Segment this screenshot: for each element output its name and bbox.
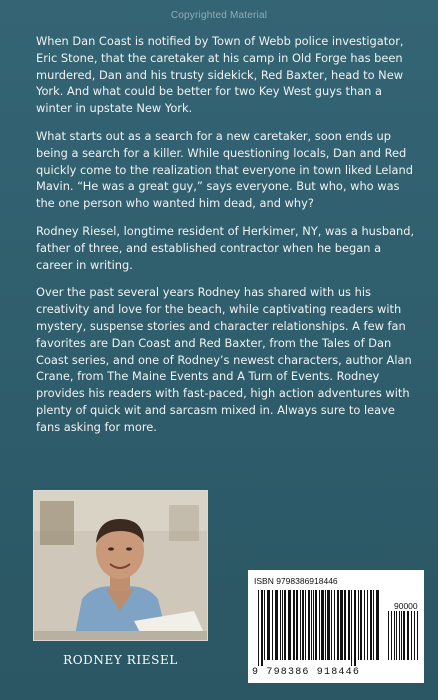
price-code: 90000 bbox=[394, 601, 418, 611]
copyright-watermark: Copyrighted Material bbox=[170, 10, 268, 21]
author-bio-paragraph-1: Rodney Riesel, longtime resident of Herkimer, NY, was a husband, father of three, and established contractor when he began a career in writing. bbox=[36, 223, 415, 272]
blurb-text bbox=[36, 33, 416, 447]
blurb-paragraph-2: What starts out as a search for a new caretaker, soon ends up being a search for a killer. While questioning locals, Dan and Red quickly come to the realization that everyone in town liked Leland Mavin. “He was a great guy,” says everyone. But who, who was the one person who wanted him dead, and why? bbox=[36, 128, 413, 211]
author-portrait-icon bbox=[34, 491, 207, 640]
author-bio-paragraph-2: Over the past several years Rodney has shared with us his creativity and love for the beach, while captivating readers with mystery, suspense stories and character relationships. A few fan favorites are Dan Coast and Red Baxter, from the Tales of Dan Coast series, and one of Rodney’s newest characters, author Alan Crane, from The Maine Events and A Turn of Events. Rodney provides his readers with fast-paced, high action adventures with plenty of quick wit and sarcasm mixed in. Always sure to leave fans asking for more. bbox=[36, 285, 412, 434]
barcode-panel bbox=[248, 570, 424, 683]
author-name-caption: RODNEY RIESEL bbox=[63, 653, 178, 667]
isbn-digits: 9 798386 918446 bbox=[252, 667, 361, 678]
isbn-barcode-icon bbox=[258, 590, 382, 666]
isbn-label: ISBN 9798386918446 bbox=[254, 576, 338, 586]
price-barcode-icon bbox=[388, 611, 420, 666]
author-photo bbox=[33, 490, 208, 641]
blurb-paragraph-1: When Dan Coast is notified by Town of Webb police investigator, Eric Stone, that the caretaker at his camp in Old Forge has been murdered, Dan and his trusty sidekick, Red Baxter, head to New York. And what could be better for two Key West guys than a winter in upstate New York. bbox=[36, 34, 404, 116]
